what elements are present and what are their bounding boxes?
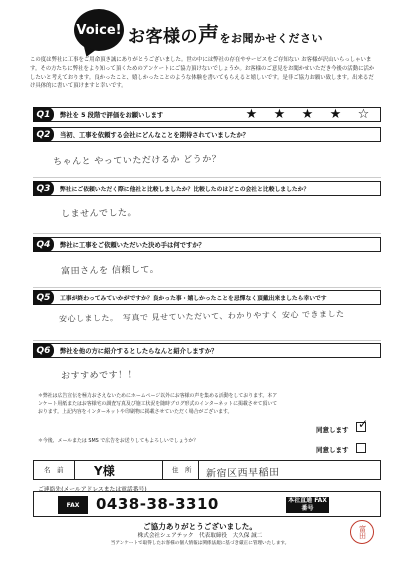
fax-number: 0438-38-3310 [96, 495, 219, 513]
notice-email: ＊今後、メールまたは SMS で広告をお送りしてもよろしいでしょうか？ [38, 438, 199, 444]
question-text: 当初、工事を依頼する会社にどんなことを期待されていましたか？ [60, 132, 249, 139]
address-field[interactable]: 新宿区西早稲田 [205, 467, 280, 480]
star-icon[interactable]: ★ [273, 107, 286, 122]
question-number: Q1 [33, 107, 54, 122]
question-text: 弊社を他の方に紹介するとしたらなんと紹介しますか？ [60, 348, 218, 355]
star-icon[interactable]: ★ [329, 107, 342, 122]
star-icon[interactable]: ★ [301, 107, 314, 122]
answer-area-6[interactable] [33, 359, 381, 387]
fax-note: 本社直通 FAX番号 [286, 497, 329, 513]
question-number: Q5 [33, 290, 54, 305]
question-number: Q2 [33, 127, 54, 142]
intro-text: この度は弊社に工事をご用命頂き誠にありがとうございました。世の中には弊社の存在やサービスをご存知ない お客様が沢山いらっしゃいます。その方たちに弊社をより知って頂くためのアンケートにご協力頂けないでしょうか。お客様のご意見をお聞かせいただき今後の活動に活かしたいと考えております。良かったこと、嬉しかったことのような体験を書いてもらえると嬉しいです。是非ご協力お願い致します。出来るだけ具体的に書いて頂けますと幸いです。 [30, 57, 375, 90]
answer-area-3[interactable] [33, 197, 381, 234]
answer-area-2[interactable] [33, 143, 381, 178]
handwritten-answer: 安心しました。 写真で 見せていただいて、わかりやすく 安心 できました [58, 309, 345, 324]
star-icon[interactable]: ★ [245, 107, 258, 122]
handwritten-answer: 富田さんを 信頼して。 [60, 265, 160, 277]
handwritten-answer: ちゃんと やっていただけるか どうか？ [52, 154, 222, 168]
page-title: お客様の声をお聞かせください [128, 23, 323, 47]
contact-label: ご連絡先(メールアドレスまたは電話番号) [38, 487, 147, 493]
star-empty-icon[interactable]: ☆ [357, 107, 370, 122]
address-label: 住 所 [172, 466, 192, 474]
company-text: 株式会社シェアテック 代表取締役 大久保 誠二 [137, 533, 263, 539]
question-4 [33, 237, 381, 252]
agree-label-2: 同意します [316, 446, 349, 454]
question-text: 弊社を 5 段階で評価をお願いします [60, 112, 164, 119]
handwritten-answer: しませんでした。 [60, 208, 138, 220]
thanks-text: ご協力ありがとうございました。 [143, 522, 257, 531]
agree-checkbox-1[interactable] [356, 417, 369, 432]
fax-icon: FAX [58, 496, 88, 514]
name-address-row [33, 460, 381, 480]
question-text: 工事が終わってみていかがですか？良かった事・嬉しかったことを忌憚なく頂戴出来ましたら幸いです [60, 296, 327, 302]
question-number: Q4 [33, 237, 54, 252]
agree-checkbox-2[interactable] [356, 443, 366, 453]
question-number: Q6 [33, 343, 54, 358]
answer-area-4[interactable] [33, 253, 381, 288]
question-2 [33, 127, 381, 142]
privacy-text: 当アンケートで取得したお客様の個人情報は関係法規に基づき厳正に管理いたします。 [110, 541, 290, 546]
question-number: Q3 [33, 181, 54, 196]
name-label: 名 前 [44, 466, 64, 474]
name-field[interactable]: Y様 [94, 464, 115, 478]
question-3 [33, 181, 381, 196]
check-icon: ✓ [358, 417, 369, 431]
question-text: 弊社に工事をご依頼いただいた決め手は何ですか？ [60, 242, 205, 249]
voice-badge: Voice! [74, 9, 124, 51]
handwritten-answer: おすすめです！！ [60, 370, 138, 382]
question-6 [33, 343, 381, 358]
agree-label-1: 同意します [316, 426, 349, 434]
rating-stars[interactable] [245, 108, 370, 121]
question-text: 弊社にご依頼いただく際に他社と比較しましたか？比較したのはどこの会社と比較しましたか？ [60, 187, 310, 193]
seal-stamp: 富田 [350, 520, 374, 544]
notice-publication: ＊弊社は広告宣伝を極力おさえないためにホームページ以外にお客様の声を集める活動をしております。本アンケート用紙またはお客様宅の調査写真及び施工状況を随時ブログ形式のインターネットに掲載させて頂いております。上記内容をインターネットや印刷物に掲載させていただく場合がございます。 [38, 393, 278, 415]
answer-area-5[interactable] [33, 306, 381, 341]
question-1 [33, 107, 381, 122]
question-5 [33, 290, 381, 305]
